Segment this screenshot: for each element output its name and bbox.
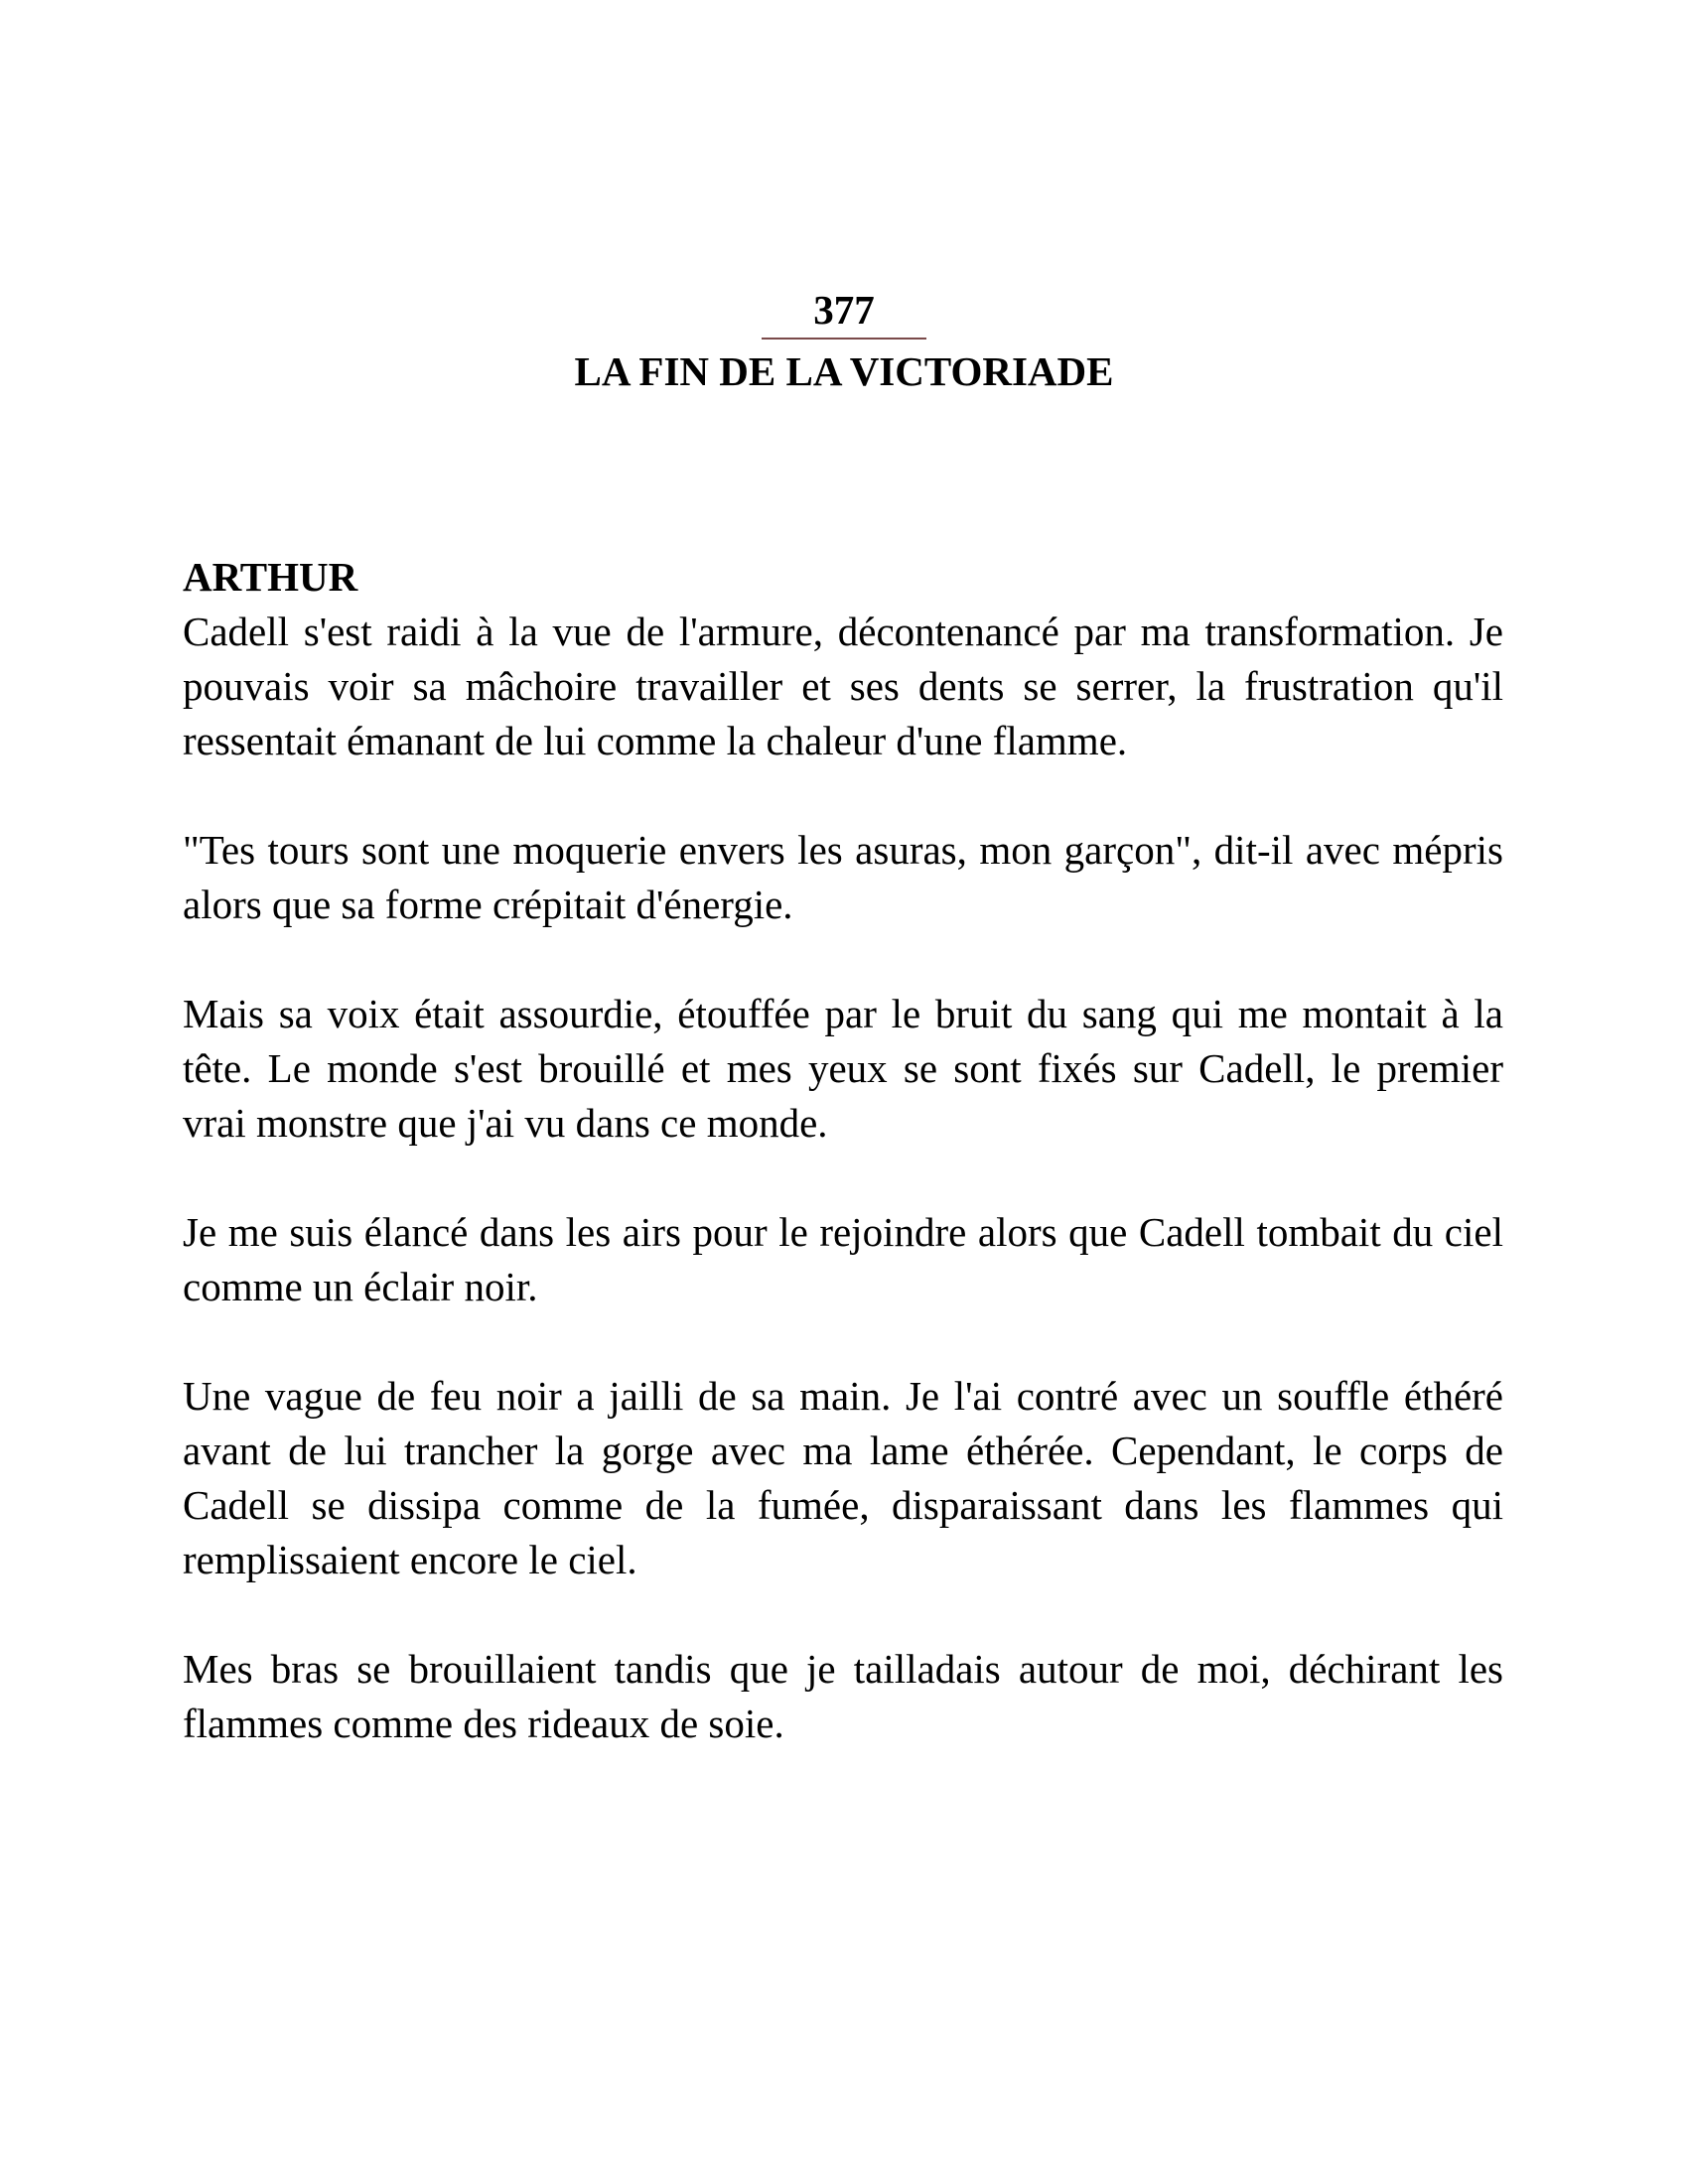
text-line: tête. Le monde s'est brouillé et mes yeux se sont fixés sur Cadell, le premier: [183, 1045, 1503, 1091]
text-line: Une vague de feu noir a jailli de sa main. Je l'ai contré avec un souffle éthéré: [183, 1373, 1503, 1419]
chapter-number: 377: [813, 287, 875, 333]
text-line: Cadell s'est raidi à la vue de l'armure, décontenancé par ma transformation. Je: [183, 609, 1503, 654]
chapter-divider: [762, 338, 926, 340]
chapter-title: LA FIN DE LA VICTORIADE: [574, 348, 1114, 394]
text-line: vrai monstre que j'ai vu dans ce monde.: [183, 1100, 828, 1146]
chapter-body: [183, 550, 1503, 1806]
text-line: flammes comme des rideaux de soie.: [183, 1701, 784, 1746]
paragraph: [183, 823, 1503, 932]
paragraph: [183, 605, 1503, 768]
text-line: pouvais voir sa mâchoire travailler et ses dents se serrer, la frustration qu'il: [183, 663, 1503, 709]
pov-heading: ARTHUR: [183, 554, 358, 600]
text-line: Je me suis élancé dans les airs pour le rejoindre alors que Cadell tombait du ciel: [183, 1209, 1503, 1255]
paragraph: [183, 1369, 1503, 1587]
text-line: alors que sa forme crépitait d'énergie.: [183, 882, 793, 927]
text-line: "Tes tours sont une moquerie envers les asuras, mon garçon", dit-il avec mépris: [183, 827, 1503, 873]
text-line: Mes bras se brouillaient tandis que je tailladais autour de moi, déchirant les: [183, 1646, 1503, 1692]
text-line: comme un éclair noir.: [183, 1264, 538, 1309]
paragraph: [183, 987, 1503, 1151]
text-line: Cadell se dissipa comme de la fumée, disparaissant dans les flammes qui: [183, 1482, 1503, 1528]
text-line: Mais sa voix était assourdie, étouffée par le bruit du sang qui me montait à la: [183, 991, 1503, 1036]
paragraph: [183, 1205, 1503, 1314]
text-line: avant de lui trancher la gorge avec ma lame éthérée. Cependant, le corps de: [183, 1428, 1503, 1473]
text-line: remplissaient encore le ciel.: [183, 1537, 637, 1582]
text-line: ressentait émanant de lui comme la chaleur d'une flamme.: [183, 718, 1128, 763]
paragraph: [183, 1642, 1503, 1751]
